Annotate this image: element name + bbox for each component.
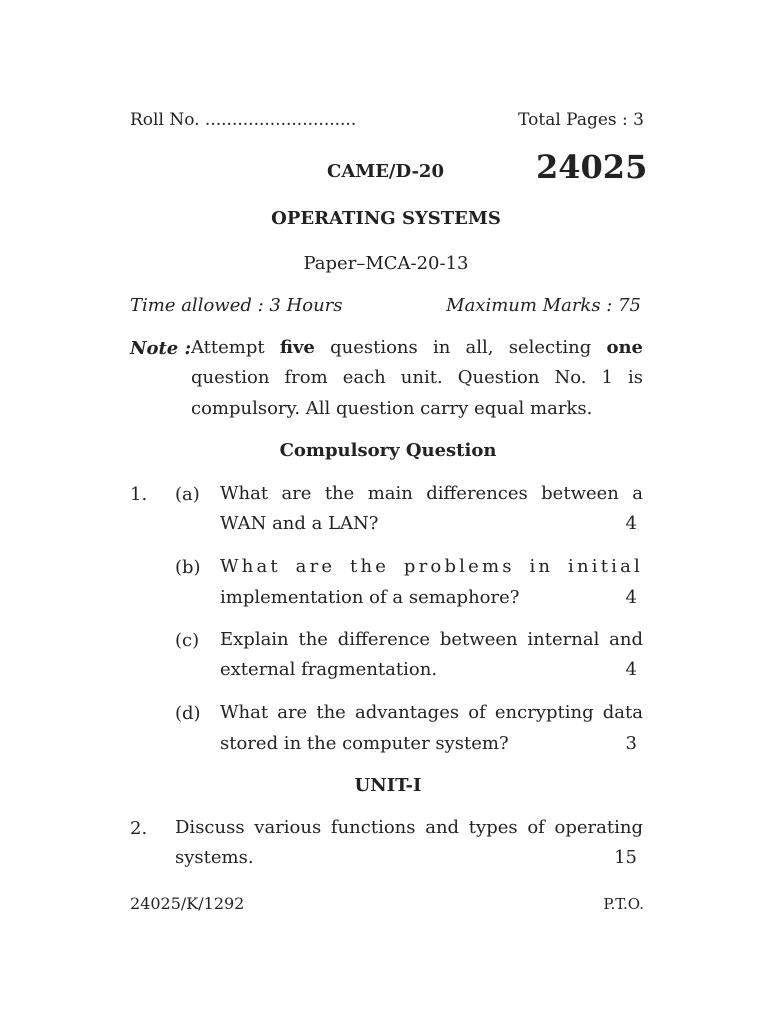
note-emphasis-one: one: [606, 337, 643, 358]
course-code: CAME/D-20: [327, 161, 444, 182]
note-text-1: Attempt: [191, 337, 280, 358]
part-d-line-1: What are the advantages of encrypting data: [220, 702, 643, 723]
part-a-line-1: What are the main differences between a: [220, 483, 643, 504]
part-c-line-2: external fragmentation.: [220, 659, 438, 680]
footer-code: 24025/K/1292: [130, 894, 245, 913]
note-line-1: [191, 333, 643, 363]
part-b-line-1: What are the problems in initial: [220, 556, 643, 577]
part-d-line-2: stored in the computer system?: [220, 733, 509, 754]
part-c-marks: 4: [625, 659, 637, 680]
compulsory-question-heading: Compulsory Question: [279, 440, 497, 461]
question-2-line-2: systems.: [175, 847, 254, 868]
part-d-marks: 3: [625, 733, 637, 754]
part-b-marks: 4: [625, 587, 637, 608]
paper-number: 24025: [536, 148, 648, 186]
maximum-marks: Maximum Marks : 75: [446, 295, 641, 316]
unit-1-heading: UNIT-I: [354, 775, 422, 796]
part-d-label: (d): [175, 703, 201, 724]
part-b-line-2: implementation of a semaphore?: [220, 587, 520, 608]
note-emphasis-five: five: [279, 337, 315, 358]
part-a-label: (a): [175, 484, 200, 505]
paper-code: Paper–MCA-20-13: [303, 253, 469, 274]
time-allowed: Time allowed : 3 Hours: [130, 295, 343, 316]
question-number-2: 2.: [130, 818, 148, 839]
roll-number-field: Roll No. ............................: [130, 110, 357, 130]
total-pages: Total Pages : 3: [518, 110, 644, 130]
question-2-line-1: Discuss various functions and types of operating: [175, 817, 643, 838]
part-a-line-2: WAN and a LAN?: [220, 513, 379, 534]
note-label: Note :: [130, 338, 192, 359]
footer-pto: P.T.O.: [603, 895, 644, 913]
subject-title: OPERATING SYSTEMS: [271, 208, 501, 229]
note-line-3: compulsory. All question carry equal marks.: [191, 398, 593, 419]
part-c-line-1: Explain the difference between internal and: [220, 629, 643, 650]
note-line-2: question from each unit. Question No. 1 is: [191, 367, 643, 388]
part-a-marks: 4: [625, 513, 637, 534]
question-2-marks: 15: [614, 847, 637, 868]
note-text-2: questions in all, selecting: [314, 337, 607, 358]
part-c-label: (c): [175, 630, 200, 651]
question-number-1: 1.: [130, 484, 148, 505]
part-b-label: (b): [175, 557, 201, 578]
